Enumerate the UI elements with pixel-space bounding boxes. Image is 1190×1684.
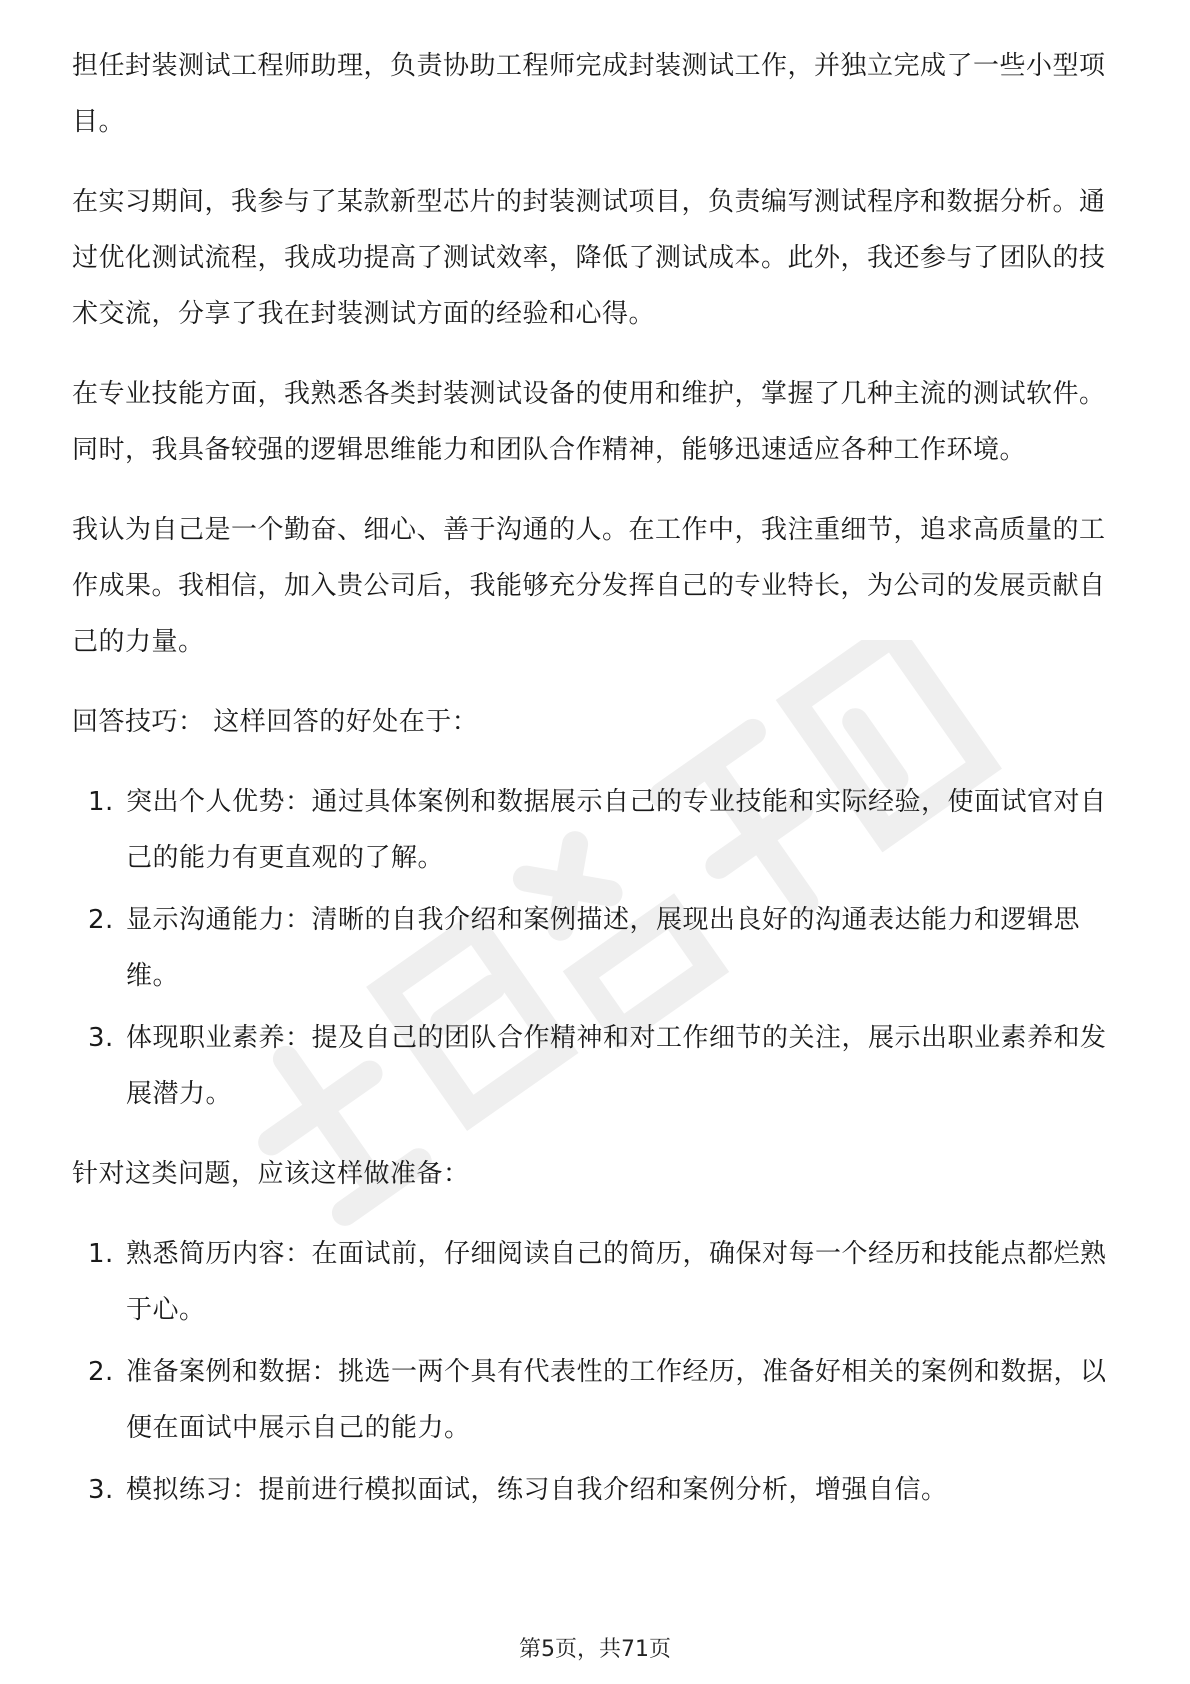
list-item-text: 准备案例和数据：挑选一两个具有代表性的工作经历，准备好相关的案例和数据，以便在面试中展示自己的能力。 bbox=[126, 1357, 1107, 1443]
paragraph-skills: 在专业技能方面，我熟悉各类封装测试设备的使用和维护，掌握了几种主流的测试软件。同时，我具备较强的逻辑思维能力和团队合作精神，能够迅速适应各种工作环境。 bbox=[72, 379, 1106, 465]
paragraph-internship-role: 担任封装测试工程师助理，负责协助工程师完成封装测试工作，并独立完成了一些小型项目。 bbox=[72, 51, 1106, 137]
list-item-text: 显示沟通能力：清晰的自我介绍和案例描述，展现出良好的沟通表达能力和逻辑思维。 bbox=[126, 905, 1081, 991]
list-item-text: 突出个人优势：通过具体案例和数据展示自己的专业技能和实际经验，使面试官对自己的能力有更直观的了解。 bbox=[126, 787, 1107, 873]
page-footer: 第5页，共71页 bbox=[519, 1637, 671, 1662]
list-item-text: 体现职业素养：提及自己的团队合作精神和对工作细节的关注，展示出职业素养和发展潜力。 bbox=[126, 1023, 1107, 1109]
list-item bbox=[72, 892, 1118, 1004]
list-item bbox=[72, 1010, 1118, 1122]
paragraph-personality: 我认为自己是一个勤奋、细心、善于沟通的人。在工作中，我注重细节，追求高质量的工作成果。我相信，加入贵公司后，我能够充分发挥自己的专业特长，为公司的发展贡献自己的力量。 bbox=[72, 515, 1106, 657]
list-item-text: 模拟练习：提前进行模拟面试，练习自我介绍和案例分析，增强自信。 bbox=[126, 1475, 948, 1505]
paragraph-internship-project: 在实习期间，我参与了某款新型芯片的封装测试项目，负责编写测试程序和数据分析。通过优化测试流程，我成功提高了测试效率，降低了测试成本。此外，我还参与了团队的技术交流，分享了我在封装测试方面的经验和心得。 bbox=[72, 187, 1106, 329]
list-item bbox=[72, 1226, 1118, 1338]
prep-list bbox=[72, 1226, 1118, 1518]
list-item bbox=[72, 1344, 1118, 1456]
tips-list bbox=[72, 774, 1118, 1122]
list-item-text: 熟悉简历内容：在面试前，仔细阅读自己的简历，确保对每一个经历和技能点都烂熟于心。 bbox=[126, 1239, 1107, 1325]
prep-heading: 针对这类问题，应该这样做准备： bbox=[72, 1159, 470, 1189]
list-item-number: 2. bbox=[88, 905, 114, 935]
list-item-number: 2. bbox=[88, 1357, 114, 1387]
list-item bbox=[72, 774, 1118, 886]
list-item-number: 1. bbox=[88, 787, 114, 817]
list-item-number: 1. bbox=[88, 1239, 114, 1269]
tips-heading: 回答技巧： 这样回答的好处在于： bbox=[72, 707, 479, 737]
list-item bbox=[72, 1462, 1118, 1518]
document-body bbox=[72, 38, 1118, 1542]
list-item-number: 3. bbox=[88, 1023, 114, 1053]
list-item-number: 3. bbox=[88, 1475, 114, 1505]
